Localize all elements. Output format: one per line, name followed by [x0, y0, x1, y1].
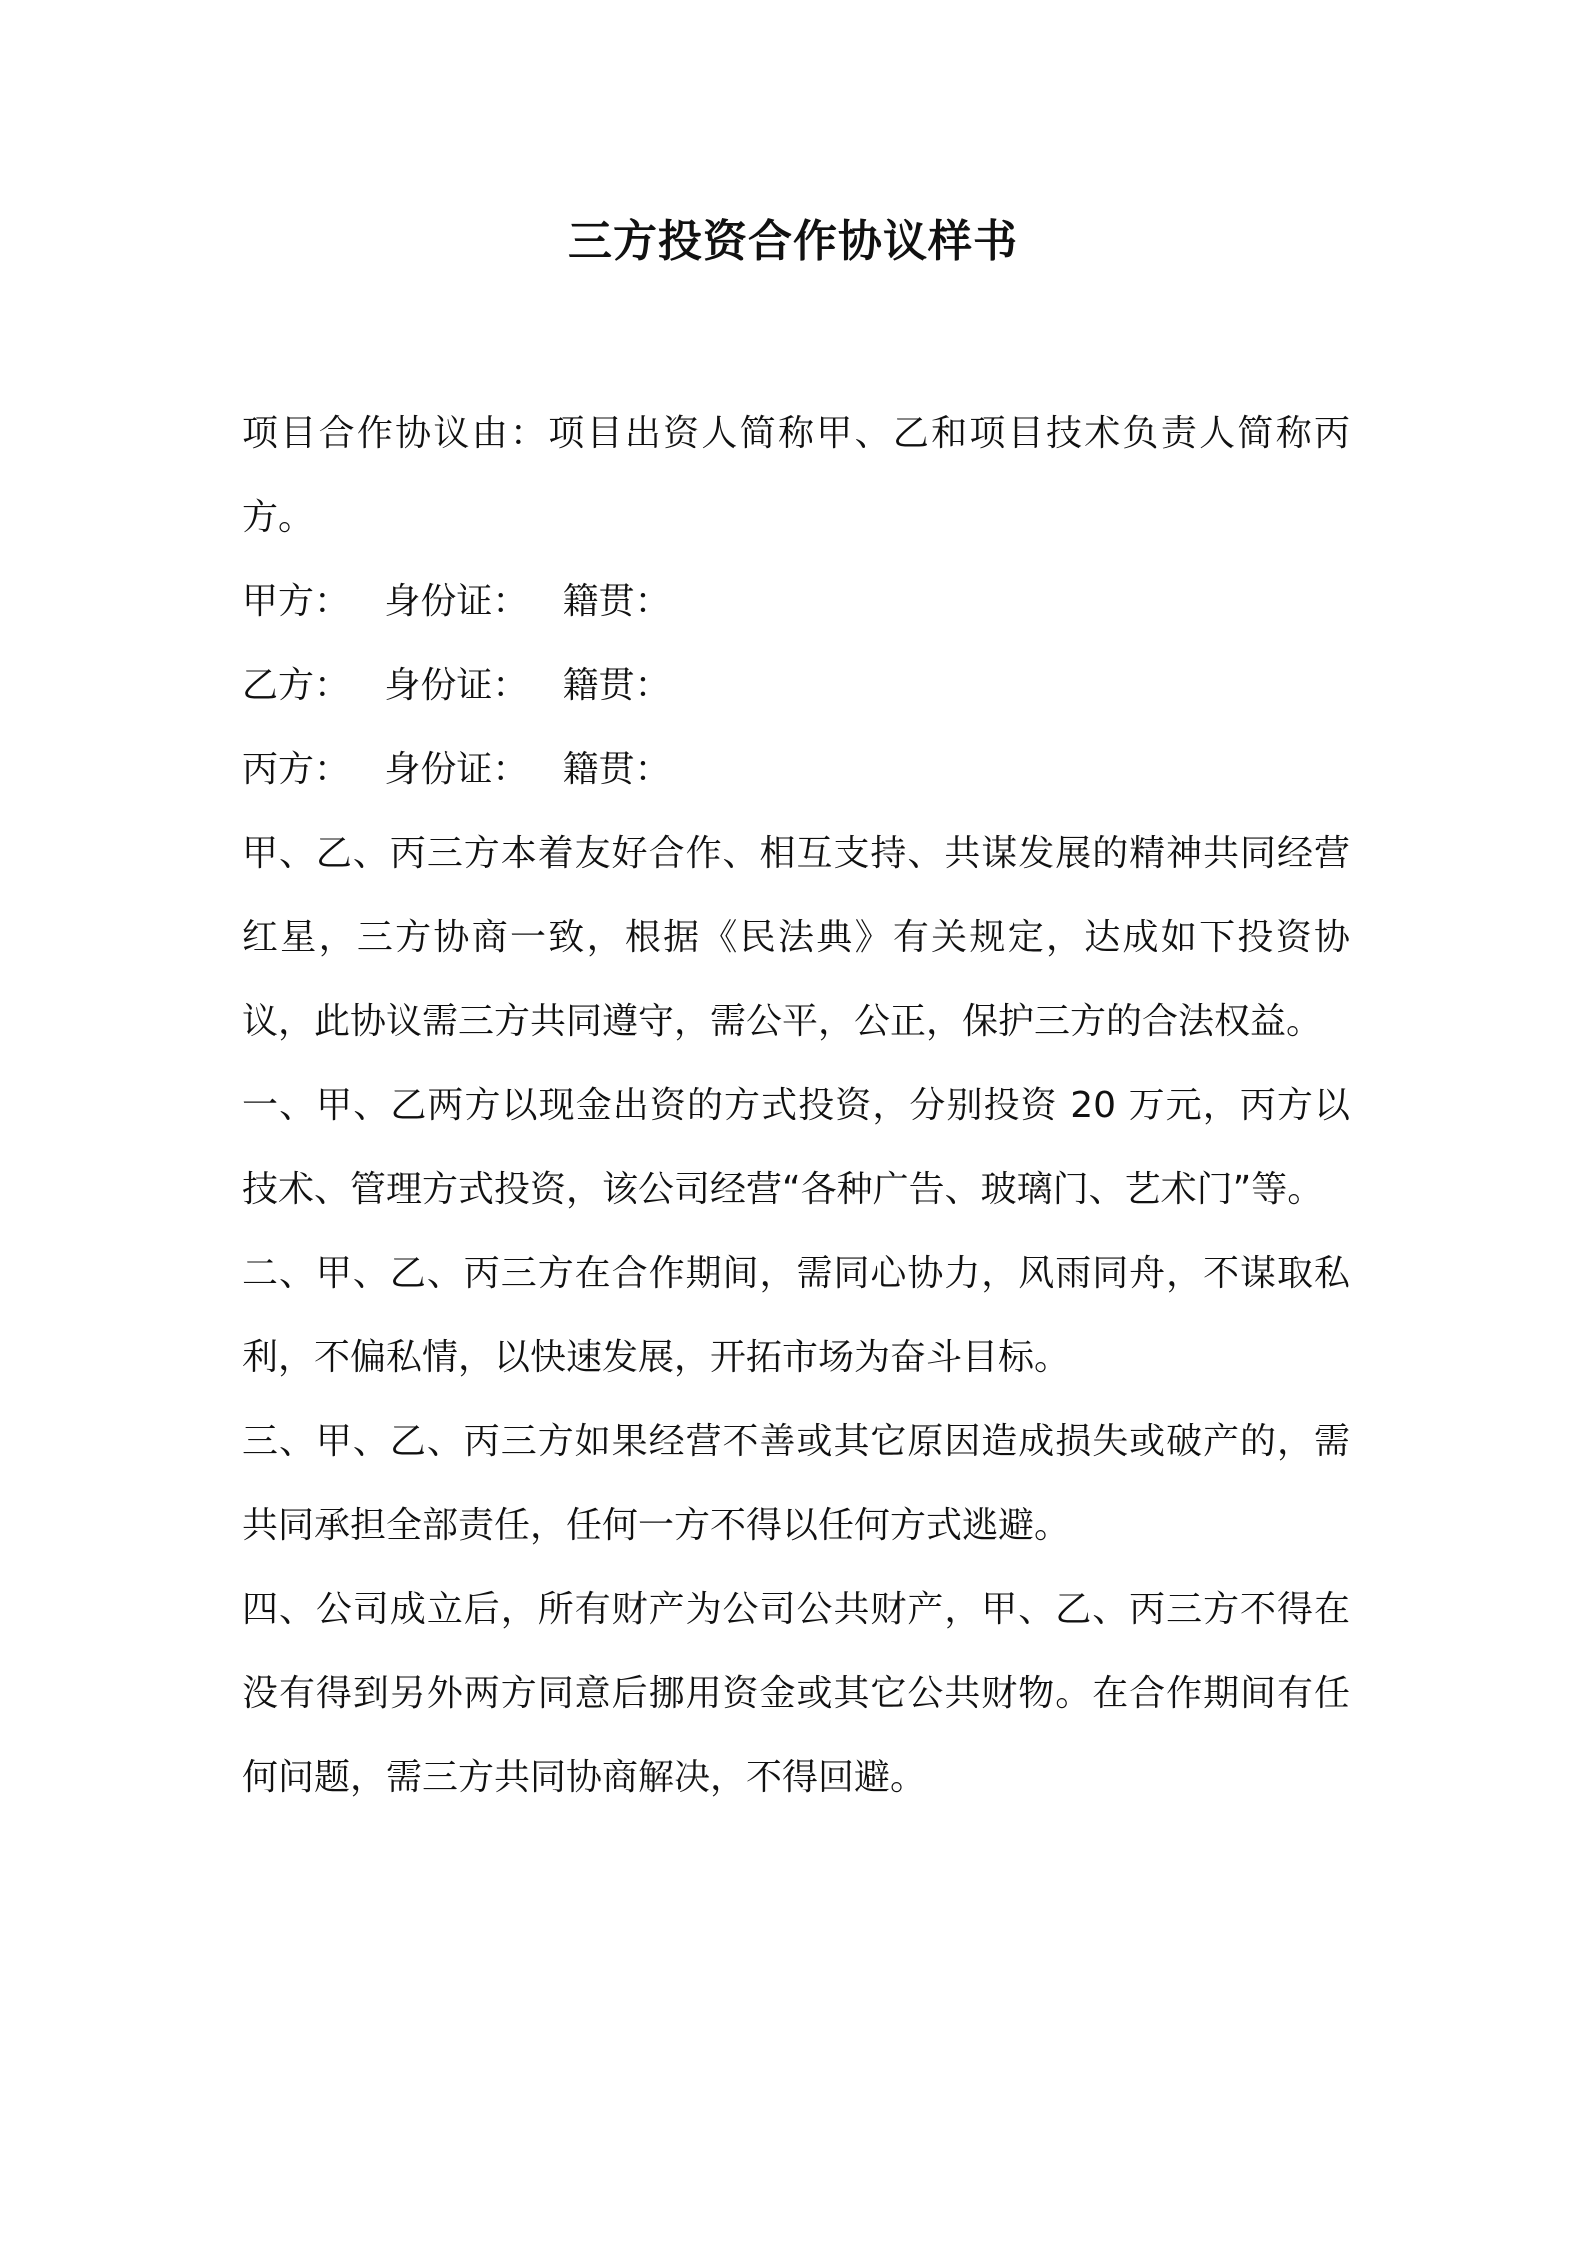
clause-3: 三、甲、乙、丙三方如果经营不善或其它原因造成损失或破产的，需共同承担全部责任，任何一方不得以任何方式逃避。	[242, 1421, 1350, 1546]
document-title: 三方投资合作协议样书	[568, 216, 1018, 267]
party-c-line: 丙方： 身份证： 籍贯：	[242, 749, 671, 790]
clause-4: 四、公司成立后，所有财产为公司公共财产，甲、乙、丙三方不得在没有得到另外两方同意后挪用资金或其它公共财物。在合作期间有任何问题，需三方共同协商解决，不得回避。	[242, 1589, 1350, 1798]
party-b-line: 乙方： 身份证： 籍贯：	[242, 665, 671, 706]
document-body	[242, 392, 1350, 1820]
preamble-paragraph: 甲、乙、丙三方本着友好合作、相互支持、共谋发展的精神共同经营红星，三方协商一致，根据《民法典》有关规定，达成如下投资协议，此协议需三方共同遵守，需公平，公正，保护三方的合法权益。	[242, 833, 1350, 1042]
party-a-line: 甲方： 身份证： 籍贯：	[242, 581, 671, 622]
clause-1: 一、甲、乙两方以现金出资的方式投资，分别投资 20 万元，丙方以技术、管理方式投资，该公司经营“各种广告、玻璃门、艺术门”等。	[242, 1085, 1350, 1210]
clause-2: 二、甲、乙、丙三方在合作期间，需同心协力，风雨同舟，不谋取私利，不偏私情，以快速发展，开拓市场为奋斗目标。	[242, 1253, 1350, 1378]
intro-paragraph: 项目合作协议由：项目出资人简称甲、乙和项目技术负责人简称丙方。	[242, 413, 1350, 538]
